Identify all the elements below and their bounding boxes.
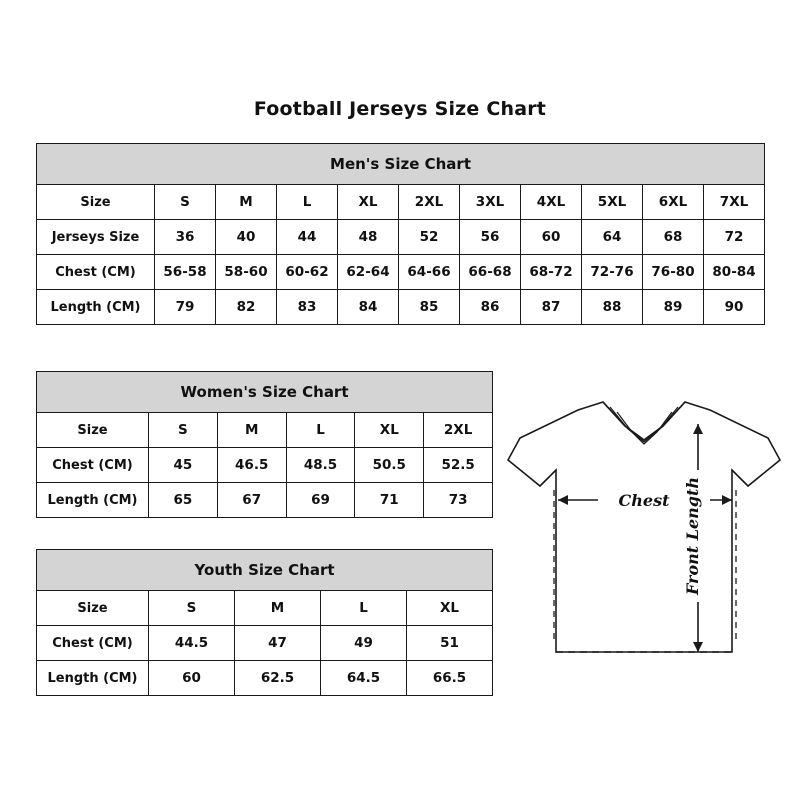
- table-cell: 80-84: [704, 255, 765, 290]
- header-label: Size: [37, 185, 155, 220]
- table-cell: 68-72: [521, 255, 582, 290]
- table-caption: Youth Size Chart: [37, 550, 493, 591]
- row-label: Chest (CM): [37, 255, 155, 290]
- row-label: Chest (CM): [37, 626, 149, 661]
- table-cell: 60-62: [277, 255, 338, 290]
- size-header: L: [321, 591, 407, 626]
- table-cell: 48.5: [286, 448, 355, 483]
- table-cell: 90: [704, 290, 765, 325]
- table-cell: 79: [155, 290, 216, 325]
- table-cell: 62.5: [235, 661, 321, 696]
- mens-size-chart: [36, 143, 765, 325]
- table-cell: 40: [216, 220, 277, 255]
- table-row: [37, 661, 493, 696]
- table-caption-row: [37, 144, 765, 185]
- table-cell: 60: [521, 220, 582, 255]
- table-cell: 51: [407, 626, 493, 661]
- row-label: Length (CM): [37, 483, 149, 518]
- table-cell: 71: [355, 483, 424, 518]
- table-cell: 64-66: [399, 255, 460, 290]
- table-cell: 86: [460, 290, 521, 325]
- table-cell: 60: [149, 661, 235, 696]
- header-label: Size: [37, 413, 149, 448]
- size-header: 5XL: [582, 185, 643, 220]
- size-header: M: [217, 413, 286, 448]
- row-label: Length (CM): [37, 290, 155, 325]
- table-caption-row: [37, 372, 493, 413]
- size-header: S: [149, 591, 235, 626]
- table-cell: 69: [286, 483, 355, 518]
- table-caption: Men's Size Chart: [37, 144, 765, 185]
- table-cell: 68: [643, 220, 704, 255]
- table-cell: 73: [424, 483, 493, 518]
- table-cell: 65: [149, 483, 218, 518]
- table-cell: 66-68: [460, 255, 521, 290]
- table-cell: 52.5: [424, 448, 493, 483]
- table-cell: 56-58: [155, 255, 216, 290]
- table-cell: 87: [521, 290, 582, 325]
- size-header: XL: [338, 185, 399, 220]
- table-cell: 83: [277, 290, 338, 325]
- table-cell: 44: [277, 220, 338, 255]
- size-header: M: [216, 185, 277, 220]
- table-header-row: [37, 185, 765, 220]
- size-header: L: [277, 185, 338, 220]
- table-row: [37, 220, 765, 255]
- table-cell: 67: [217, 483, 286, 518]
- table-cell: 88: [582, 290, 643, 325]
- table-cell: 50.5: [355, 448, 424, 483]
- table-cell: 62-64: [338, 255, 399, 290]
- table-cell: 52: [399, 220, 460, 255]
- size-header: XL: [407, 591, 493, 626]
- size-header: S: [155, 185, 216, 220]
- row-label: Length (CM): [37, 661, 149, 696]
- table-cell: 85: [399, 290, 460, 325]
- chest-label: Chest: [618, 491, 670, 510]
- table-caption: Women's Size Chart: [37, 372, 493, 413]
- table-cell: 58-60: [216, 255, 277, 290]
- table-cell: 82: [216, 290, 277, 325]
- table-cell: 45: [149, 448, 218, 483]
- table-cell: 89: [643, 290, 704, 325]
- table-cell: 49: [321, 626, 407, 661]
- womens-size-chart: [36, 371, 493, 518]
- row-label: Chest (CM): [37, 448, 149, 483]
- size-header: 7XL: [704, 185, 765, 220]
- table-cell: 66.5: [407, 661, 493, 696]
- table-row: [37, 448, 493, 483]
- row-label: Jerseys Size: [37, 220, 155, 255]
- table-row: [37, 626, 493, 661]
- jersey-measurement-diagram: [500, 390, 790, 690]
- header-label: Size: [37, 591, 149, 626]
- table-header-row: [37, 413, 493, 448]
- jersey-outline-icon: [508, 402, 780, 652]
- youth-size-chart: [36, 549, 493, 696]
- size-header: S: [149, 413, 218, 448]
- table-cell: 44.5: [149, 626, 235, 661]
- size-header: 4XL: [521, 185, 582, 220]
- youth-size-table: [36, 549, 493, 696]
- size-header: L: [286, 413, 355, 448]
- table-cell: 48: [338, 220, 399, 255]
- table-cell: 36: [155, 220, 216, 255]
- table-header-row: [37, 591, 493, 626]
- table-row: [37, 255, 765, 290]
- size-header: 3XL: [460, 185, 521, 220]
- size-header: XL: [355, 413, 424, 448]
- table-cell: 47: [235, 626, 321, 661]
- table-cell: 72: [704, 220, 765, 255]
- size-header: M: [235, 591, 321, 626]
- table-cell: 46.5: [217, 448, 286, 483]
- table-cell: 64.5: [321, 661, 407, 696]
- size-header: 2XL: [399, 185, 460, 220]
- table-row: [37, 483, 493, 518]
- mens-size-table: [36, 143, 765, 325]
- size-header: 6XL: [643, 185, 704, 220]
- table-cell: 72-76: [582, 255, 643, 290]
- front-length-label: Front Length: [683, 476, 702, 596]
- table-caption-row: [37, 550, 493, 591]
- table-cell: 84: [338, 290, 399, 325]
- table-cell: 64: [582, 220, 643, 255]
- table-row: [37, 290, 765, 325]
- table-cell: 56: [460, 220, 521, 255]
- table-cell: 76-80: [643, 255, 704, 290]
- size-header: 2XL: [424, 413, 493, 448]
- page-title: Football Jerseys Size Chart: [253, 98, 547, 120]
- womens-size-table: [36, 371, 493, 518]
